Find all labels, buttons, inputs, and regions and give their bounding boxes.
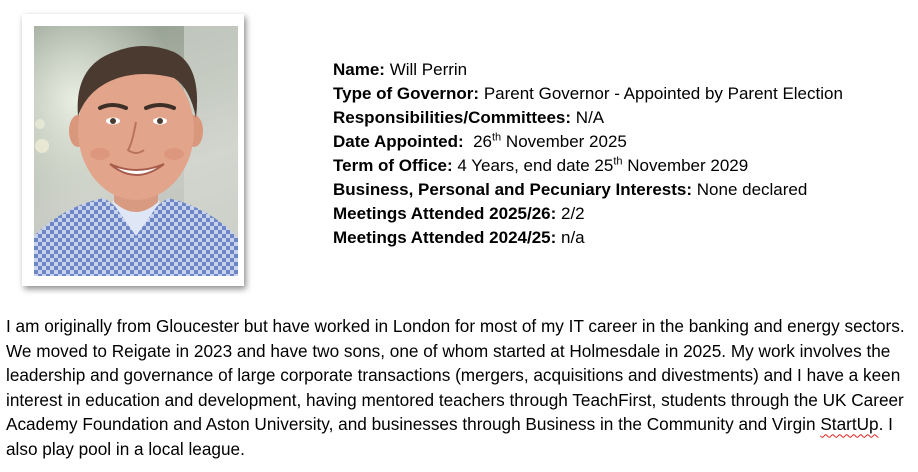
meetings-2025-26-label: Meetings Attended 2025/26:	[333, 204, 557, 223]
meetings-2024-25-label: Meetings Attended 2024/25:	[333, 228, 557, 247]
date-appointed-rest: November 2025	[501, 132, 627, 151]
interests-value: None declared	[692, 180, 808, 199]
term-of-office-row	[333, 154, 913, 178]
spellcheck-flagged-word: StartUp	[820, 414, 879, 435]
governor-type-row	[333, 82, 913, 106]
responsibilities-label: Responsibilities/Committees:	[333, 108, 572, 127]
interests-row	[333, 178, 913, 202]
name-label: Name:	[333, 60, 385, 79]
portrait-illustration	[34, 26, 238, 276]
name-row	[333, 58, 913, 82]
biography-text-end: . I also play pool in a local league.	[6, 414, 893, 459]
date-appointed-day: 26	[463, 132, 492, 151]
governor-details	[333, 58, 913, 250]
date-appointed-ordinal: th	[492, 131, 502, 144]
term-of-office-label: Term of Office:	[333, 156, 453, 175]
biography-paragraph	[6, 314, 912, 462]
term-of-office-value: 4 Years, end date 25	[452, 156, 614, 175]
meetings-2024-25-value: n/a	[556, 228, 585, 247]
meetings-2025-26-row	[333, 202, 913, 226]
governor-type-label: Type of Governor:	[333, 84, 480, 103]
governor-type-value: Parent Governor - Appointed by Parent Election	[479, 84, 843, 103]
name-value: Will Perrin	[384, 60, 468, 79]
profile-photo-frame	[22, 14, 244, 286]
meetings-2025-26-value: 2/2	[556, 204, 585, 223]
date-appointed-label: Date Appointed:	[333, 132, 464, 151]
term-end-ordinal: th	[613, 155, 623, 168]
interests-label: Business, Personal and Pecuniary Interests:	[333, 180, 693, 199]
date-appointed-row	[333, 130, 913, 154]
meetings-2024-25-row	[333, 226, 913, 250]
profile-photo	[34, 26, 238, 276]
responsibilities-value: N/A	[571, 108, 605, 127]
term-end-rest: November 2029	[622, 156, 749, 175]
biography-text-start: I am originally from Gloucester but have worked in London for most of my IT career in the banking and energy sectors. We moved to Reigate in 2023 and have two sons, one of whom started at Holmesdale in 2025. My work involves the leadership and governance of large corporate transactions (mergers, acquisitions and divestments) and I have a keen interest in education and development, having mentored teachers through TeachFirst, students through the UK Career Academy Foundation and Aston University, and businesses through Business in the Community and Virgin	[6, 316, 905, 435]
responsibilities-row	[333, 106, 913, 130]
